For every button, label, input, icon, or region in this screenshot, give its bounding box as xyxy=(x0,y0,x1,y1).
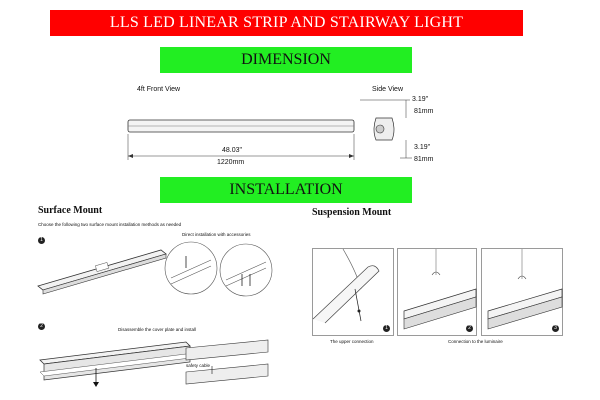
suspension-mount-title: Suspension Mount xyxy=(312,207,392,218)
suspension-step3-drawing xyxy=(482,249,562,335)
suspension-step1-panel xyxy=(312,248,394,336)
length-inches: 48.03" xyxy=(222,147,243,154)
surface-mount-title: Surface Mount xyxy=(38,205,103,216)
dimension-heading: DIMENSION xyxy=(241,51,331,68)
suspension-step2-panel xyxy=(397,248,477,336)
step1-label: Direct installation with accessories xyxy=(182,232,251,237)
suspension-step3-panel xyxy=(481,248,563,336)
suspension-caption-luminaire: Connection to the luminaire xyxy=(448,339,503,344)
side-bottom-inches: 3.19" xyxy=(414,144,431,151)
page-title: LLS LED LINEAR STRIP AND STAIRWAY LIGHT xyxy=(109,14,464,31)
surface-mount-subtitle: Choose the following two surface mount installation methods as needed xyxy=(38,222,182,227)
safety-cable-label: safety cable xyxy=(186,363,211,368)
side-top-mm: 81mm xyxy=(414,108,434,115)
suspension-step2-drawing xyxy=(398,249,476,335)
side-bottom-mm: 81mm xyxy=(414,156,434,163)
step2-label: Disassemble the cover plate and install xyxy=(118,327,197,332)
front-view-label: 4ft Front View xyxy=(137,86,181,93)
installation-heading: INSTALLATION xyxy=(229,181,343,198)
dimension-section-header xyxy=(160,47,412,73)
side-top-inches: 3.19" xyxy=(412,96,429,103)
surface-step2-drawing xyxy=(36,332,268,398)
suspension-step1-drawing xyxy=(313,249,393,335)
suspension-step3-badge: 3 xyxy=(552,325,559,332)
suspension-step1-badge: 1 xyxy=(383,325,390,332)
page-title-banner xyxy=(50,10,523,36)
length-mm: 1220mm xyxy=(217,159,245,166)
surface-step1-badge: 1 xyxy=(38,237,45,244)
installation-section-header xyxy=(160,177,412,203)
suspension-step2-badge: 2 xyxy=(466,325,473,332)
surface-step1-drawing xyxy=(36,238,266,303)
side-view-label: Side View xyxy=(372,86,404,93)
surface-step2-badge: 2 xyxy=(38,323,45,330)
suspension-caption-upper: The upper connection xyxy=(330,339,374,344)
